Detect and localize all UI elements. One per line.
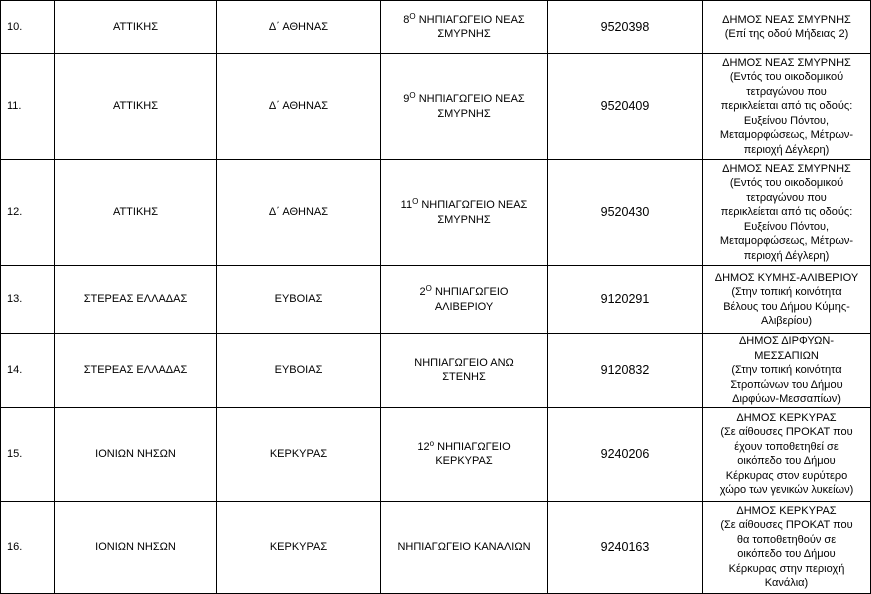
table-row: [1, 1, 871, 54]
school-ordinal-superscript: Ο: [409, 11, 416, 21]
location-text: ΔΗΜΟΣ ΝΕΑΣ ΣΜΥΡΝΗΣ (Εντός του οικοδομικού τετραγώνου που περικλείεται από τις οδούς: Ευξείνου Πόντου, Μεταμορφώσεως, Μέτρων- περιοχή Δέγλερη): [719, 56, 854, 156]
location-text: ΔΗΜΟΣ ΝΕΑΣ ΣΜΥΡΝΗΣ (Επί της οδού Μήδειας 2): [722, 13, 851, 40]
school-name: [383, 440, 545, 469]
region-cell: ΑΤΤΙΚΗΣ: [55, 1, 217, 54]
location-text: ΔΗΜΟΣ ΔΙΡΦΥΩΝ- ΜΕΣΣΑΠΙΩΝ (Στην τοπική κοινότητα Στροπώνων του Δήμου Διρφύων-Μεσσαπίων): [730, 335, 843, 405]
row-number-cell: 13.: [1, 266, 55, 334]
school-code-cell: 9120291: [548, 266, 703, 334]
table-row: [1, 407, 871, 501]
region-cell: ΣΤΕΡΕΑΣ ΕΛΛΑΔΑΣ: [55, 266, 217, 334]
table-row: [1, 501, 871, 593]
location-text: ΔΗΜΟΣ ΚΥΜΗΣ-ΑΛΙΒΕΡΙΟΥ (Στην τοπική κοινότητα Βέλους του Δήμου Κύμης- Αλιβερίου): [714, 271, 859, 327]
school-name: [383, 198, 545, 227]
school-name: [383, 356, 545, 385]
location-cell: [703, 160, 871, 266]
location-cell: [703, 407, 871, 501]
table-row: [1, 266, 871, 334]
school-name-text: ΝΗΠΙΑΓΩΓΕΙΟ ΑΝΩ ΣΤΕΝΗΣ: [414, 356, 514, 384]
row-number-cell: 16.: [1, 501, 55, 593]
school-name-text: ΝΗΠΙΑΓΩΓΕΙΟ ΚΕΡΚΥΡΑΣ: [435, 440, 511, 467]
region-cell: ΑΤΤΙΚΗΣ: [55, 54, 217, 160]
school-code-cell: 9240206: [548, 407, 703, 501]
school-ordinal-number: 8: [403, 13, 410, 26]
school-name-text: ΝΗΠΙΑΓΩΓΕΙΟ ΝΕΑΣ ΣΜΥΡΝΗΣ: [421, 199, 528, 226]
school-name: [383, 13, 545, 42]
school-ordinal-superscript: Ο: [409, 91, 416, 100]
district-cell: Δ΄ ΑΘΗΝΑΣ: [217, 1, 381, 54]
district-cell: ΚΕΡΚΥΡΑΣ: [217, 501, 381, 593]
school-name-cell: [381, 54, 548, 160]
row-number-cell: 11.: [1, 54, 55, 160]
school-name-cell: [381, 501, 548, 593]
school-name-cell: [381, 334, 548, 408]
school-name-text: ΝΗΠΙΑΓΩΓΕΙΟ ΝΕΑΣ ΣΜΥΡΝΗΣ: [418, 13, 525, 40]
school-ordinal-superscript: Ο: [425, 284, 432, 293]
district-cell: ΚΕΡΚΥΡΑΣ: [217, 407, 381, 501]
school-ordinal-superscript: ο: [429, 438, 435, 448]
location-text: ΔΗΜΟΣ ΚΕΡΚΥΡΑΣ (Σε αίθουσες ΠΡΟΚΑΤ που έχουν τοποθετηθεί σε οικόπεδο του Δήμου Κέρκυρας στον ευρύτερο χώρο των γενικών λυκείων): [719, 411, 854, 496]
school-name-text: ΝΗΠΙΑΓΩΓΕΙΟ ΚΑΝΑΛΙΩΝ: [397, 540, 531, 553]
table-row: [1, 334, 871, 408]
location-cell: [703, 54, 871, 160]
location-cell: [703, 1, 871, 54]
row-number-cell: 10.: [1, 1, 55, 54]
school-name-text: ΝΗΠΙΑΓΩΓΕΙΟ ΝΕΑΣ ΣΜΥΡΝΗΣ: [418, 93, 525, 120]
table-row: [1, 54, 871, 160]
school-name-cell: [381, 160, 548, 266]
region-cell: ΑΤΤΙΚΗΣ: [55, 160, 217, 266]
school-name: [383, 92, 545, 121]
location-cell: [703, 501, 871, 593]
location-cell: [703, 266, 871, 334]
school-ordinal-number: 9: [403, 93, 410, 105]
location-text: ΔΗΜΟΣ ΚΕΡΚΥΡΑΣ (Σε αίθουσες ΠΡΟΚΑΤ που θα τοποθετηθούν σε οικόπεδο του Δήμου Κέρκυρας στην περιοχή Κανάλια): [720, 504, 853, 589]
school-code-cell: 9520398: [548, 1, 703, 54]
row-number-cell: 15.: [1, 407, 55, 501]
location-cell: [703, 334, 871, 408]
table-row: [1, 160, 871, 266]
school-code-cell: 9240163: [548, 501, 703, 593]
school-name-cell: [381, 1, 548, 54]
region-cell: ΣΤΕΡΕΑΣ ΕΛΛΑΔΑΣ: [55, 334, 217, 408]
school-name: [383, 285, 545, 314]
region-cell: ΙΟΝΙΩΝ ΝΗΣΩΝ: [55, 501, 217, 593]
region-cell: ΙΟΝΙΩΝ ΝΗΣΩΝ: [55, 407, 217, 501]
school-code-cell: 9520409: [548, 54, 703, 160]
school-ordinal-number: 12: [417, 440, 430, 453]
table-body: [1, 1, 871, 594]
school-ordinal-number: 11: [400, 199, 413, 211]
school-code-cell: 9520430: [548, 160, 703, 266]
school-ordinal-number: 2: [419, 286, 426, 298]
location-text: ΔΗΜΟΣ ΝΕΑΣ ΣΜΥΡΝΗΣ (Εντός του οικοδομικού τετραγώνου που περικλείεται από τις οδούς: Ευξείνου Πόντου, Μεταμορφώσεως, Μέτρων- περιοχή Δέγλερη): [719, 162, 854, 262]
district-cell: ΕΥΒΟΙΑΣ: [217, 334, 381, 408]
row-number-cell: 14.: [1, 334, 55, 408]
school-name: [383, 540, 545, 555]
school-name-text: ΝΗΠΙΑΓΩΓΕΙΟ ΑΛΙΒΕΡΙΟΥ: [434, 286, 509, 313]
district-cell: Δ΄ ΑΘΗΝΑΣ: [217, 54, 381, 160]
school-name-cell: [381, 266, 548, 334]
school-name-cell: [381, 407, 548, 501]
district-cell: Δ΄ ΑΘΗΝΑΣ: [217, 160, 381, 266]
school-code-cell: 9120832: [548, 334, 703, 408]
row-number-cell: 12.: [1, 160, 55, 266]
district-cell: ΕΥΒΟΙΑΣ: [217, 266, 381, 334]
school-ordinal-superscript: Ο: [412, 197, 419, 206]
